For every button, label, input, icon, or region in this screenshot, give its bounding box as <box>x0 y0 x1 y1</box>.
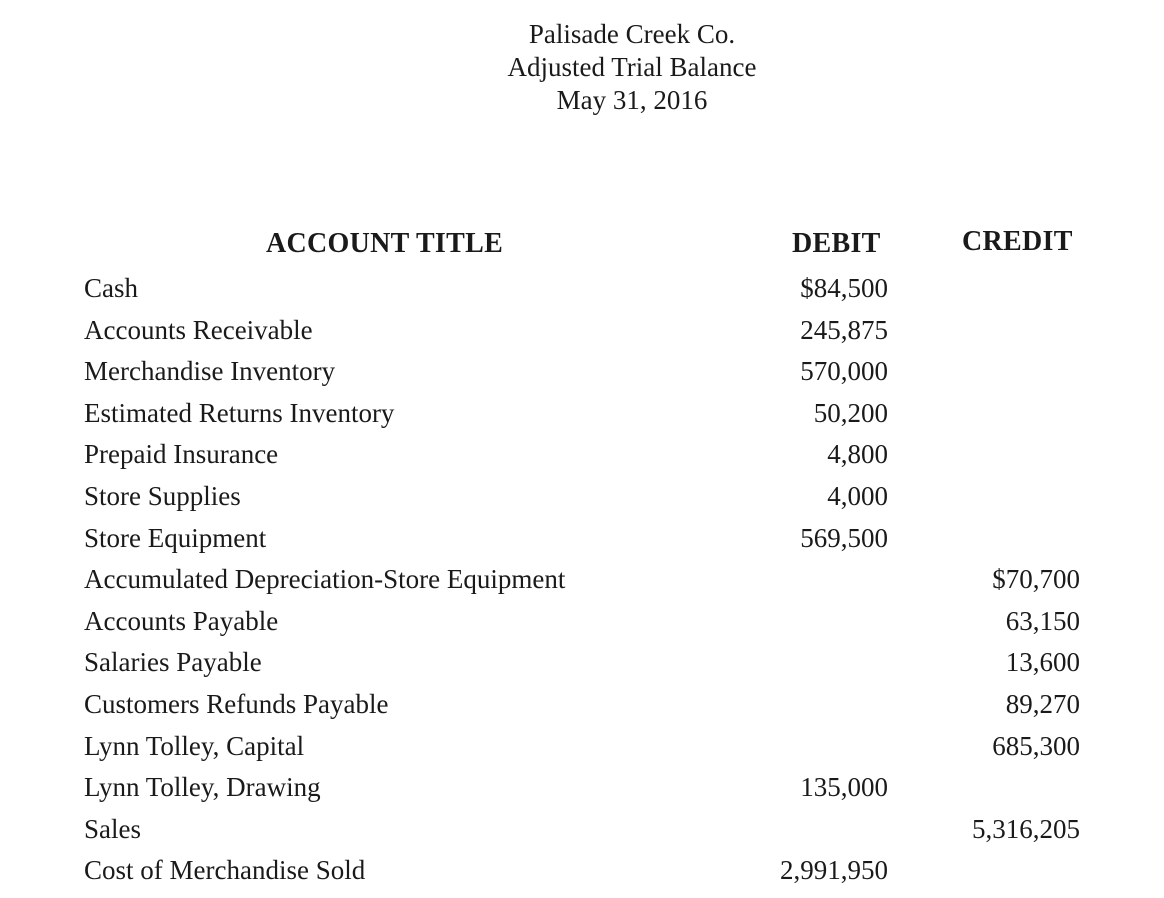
account-title: Store Supplies <box>84 480 241 511</box>
account-title: Lynn Tolley, Capital <box>84 730 305 761</box>
account-title: Accounts Receivable <box>84 314 313 345</box>
debit-amount: 245,875 <box>800 314 888 345</box>
account-title: Sales <box>84 813 141 844</box>
table-row <box>0 559 1164 601</box>
table-row <box>0 351 1164 393</box>
account-title: Merchandise Inventory <box>84 356 336 387</box>
debit-header: DEBIT <box>792 228 881 259</box>
statement-date: May 31, 2016 <box>556 85 708 115</box>
table-row <box>0 476 1164 518</box>
table-row <box>0 642 1164 684</box>
table-row <box>0 726 1164 768</box>
debit-amount: 50,200 <box>813 397 888 428</box>
debit-amount: 4,000 <box>827 480 888 511</box>
credit-amount: 89,270 <box>1005 688 1080 719</box>
credit-header: CREDIT <box>962 226 1073 257</box>
table-row <box>0 601 1164 643</box>
account-title: Store Equipment <box>84 522 267 553</box>
account-title: Prepaid Insurance <box>84 439 279 470</box>
debit-amount: 2,991,950 <box>780 855 888 886</box>
table-row <box>0 518 1164 560</box>
credit-amount: 13,600 <box>1005 647 1080 678</box>
trial-balance-table <box>0 268 1164 892</box>
company-name: Palisade Creek Co. <box>528 19 736 49</box>
account-title-header: ACCOUNT TITLE <box>266 228 504 259</box>
document-header <box>0 18 1164 117</box>
account-title: Estimated Returns Inventory <box>84 397 395 428</box>
table-row <box>0 268 1164 310</box>
account-title: Accounts Payable <box>84 605 279 636</box>
statement-title: Adjusted Trial Balance <box>507 52 757 82</box>
debit-amount: 570,000 <box>800 356 888 387</box>
account-title: Customers Refunds Payable <box>84 688 389 719</box>
account-title: Cash <box>84 273 138 303</box>
credit-amount: 685,300 <box>992 730 1080 761</box>
debit-amount: 4,800 <box>827 439 888 470</box>
table-row <box>0 393 1164 435</box>
table-row <box>0 850 1164 892</box>
credit-amount: $70,700 <box>992 564 1080 595</box>
debit-amount: $84,500 <box>800 273 888 303</box>
debit-amount: 135,000 <box>800 772 888 803</box>
table-row <box>0 809 1164 851</box>
table-row <box>0 310 1164 352</box>
account-title: Cost of Merchandise Sold <box>84 855 366 886</box>
credit-amount: 5,316,205 <box>972 813 1080 844</box>
account-title: Salaries Payable <box>84 647 262 678</box>
table-row <box>0 767 1164 809</box>
debit-amount: 569,500 <box>800 522 888 553</box>
credit-amount: 63,150 <box>1005 605 1080 636</box>
table-row <box>0 434 1164 476</box>
account-title: Lynn Tolley, Drawing <box>84 772 321 803</box>
table-row <box>0 684 1164 726</box>
account-title: Accumulated Depreciation-Store Equipment <box>84 564 566 595</box>
